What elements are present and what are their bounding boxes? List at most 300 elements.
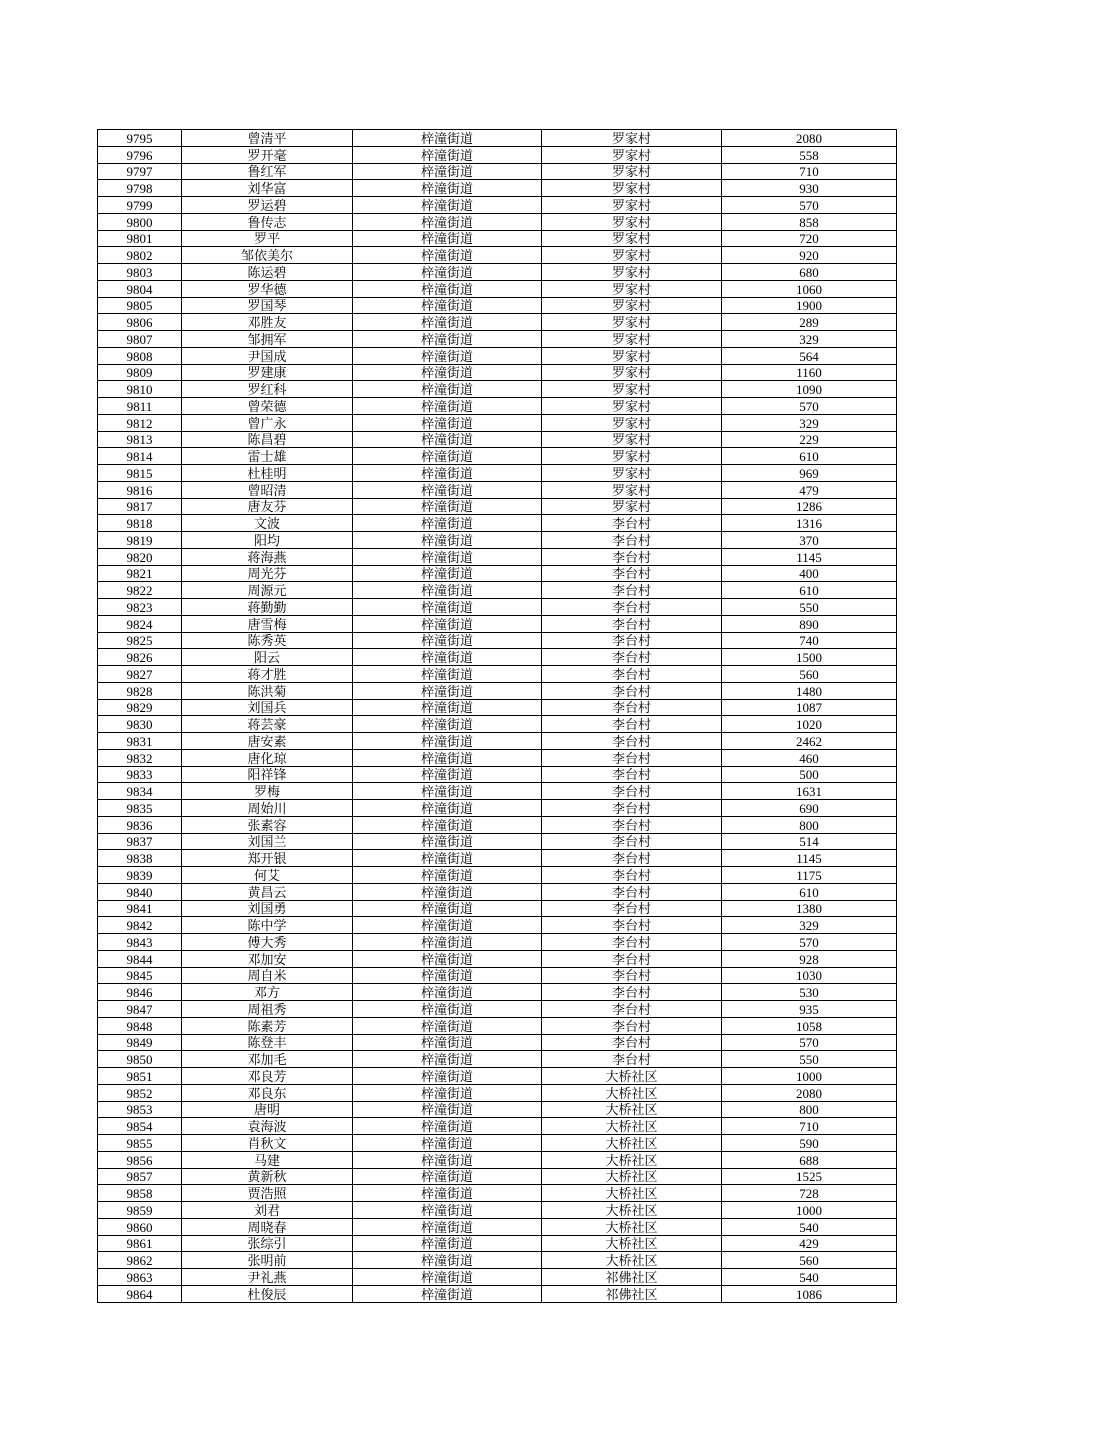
amount-cell: 610: [722, 448, 897, 465]
row-number-cell: 9853: [98, 1101, 182, 1118]
name-cell: 文波: [182, 515, 353, 532]
name-cell: 蒋勤勤: [182, 599, 353, 616]
name-cell: 鲁红军: [182, 163, 353, 180]
community-cell: 李台村: [542, 783, 722, 800]
row-number-cell: 9797: [98, 163, 182, 180]
name-cell: 陈登丰: [182, 1034, 353, 1051]
table-row: [98, 465, 897, 482]
row-number-cell: 9836: [98, 816, 182, 833]
amount-cell: 2080: [722, 1084, 897, 1101]
table-row: [98, 314, 897, 331]
street-cell: 梓潼街道: [353, 347, 542, 364]
name-cell: 唐安素: [182, 733, 353, 750]
name-cell: 杜桂明: [182, 465, 353, 482]
community-cell: 李台村: [542, 716, 722, 733]
name-cell: 罗华德: [182, 280, 353, 297]
community-cell: 罗家村: [542, 280, 722, 297]
community-cell: 李台村: [542, 967, 722, 984]
street-cell: 梓潼街道: [353, 632, 542, 649]
street-cell: 梓潼街道: [353, 1185, 542, 1202]
street-cell: 梓潼街道: [353, 331, 542, 348]
table-row: [98, 867, 897, 884]
street-cell: 梓潼街道: [353, 1151, 542, 1168]
amount-cell: 479: [722, 481, 897, 498]
table-row: [98, 1068, 897, 1085]
name-cell: 周光芬: [182, 565, 353, 582]
community-cell: 罗家村: [542, 197, 722, 214]
row-number-cell: 9845: [98, 967, 182, 984]
row-number-cell: 9822: [98, 582, 182, 599]
name-cell: 唐雪梅: [182, 615, 353, 632]
community-cell: 李台村: [542, 515, 722, 532]
row-number-cell: 9828: [98, 682, 182, 699]
amount-cell: 558: [722, 146, 897, 163]
amount-cell: 564: [722, 347, 897, 364]
amount-cell: 550: [722, 599, 897, 616]
street-cell: 梓潼街道: [353, 917, 542, 934]
name-cell: 唐友芬: [182, 498, 353, 515]
table-row: [98, 1185, 897, 1202]
street-cell: 梓潼街道: [353, 850, 542, 867]
community-cell: 罗家村: [542, 481, 722, 498]
row-number-cell: 9862: [98, 1252, 182, 1269]
table-row: [98, 1135, 897, 1152]
name-cell: 唐化琼: [182, 749, 353, 766]
community-cell: 祁佛社区: [542, 1285, 722, 1302]
street-cell: 梓潼街道: [353, 498, 542, 515]
community-cell: 李台村: [542, 548, 722, 565]
row-number-cell: 9803: [98, 264, 182, 281]
community-cell: 李台村: [542, 565, 722, 582]
table-row: [98, 1017, 897, 1034]
amount-cell: 1087: [722, 699, 897, 716]
row-number-cell: 9832: [98, 749, 182, 766]
row-number-cell: 9806: [98, 314, 182, 331]
table-row: [98, 699, 897, 716]
row-number-cell: 9838: [98, 850, 182, 867]
amount-cell: 400: [722, 565, 897, 582]
table-row: [98, 264, 897, 281]
amount-cell: 1145: [722, 850, 897, 867]
table-row: [98, 515, 897, 532]
community-cell: 大桥社区: [542, 1101, 722, 1118]
row-number-cell: 9800: [98, 213, 182, 230]
amount-cell: 1480: [722, 682, 897, 699]
street-cell: 梓潼街道: [353, 264, 542, 281]
table-row: [98, 398, 897, 415]
street-cell: 梓潼街道: [353, 448, 542, 465]
row-number-cell: 9831: [98, 733, 182, 750]
community-cell: 李台村: [542, 800, 722, 817]
amount-cell: 570: [722, 398, 897, 415]
row-number-cell: 9827: [98, 666, 182, 683]
table-row: [98, 548, 897, 565]
street-cell: 梓潼街道: [353, 548, 542, 565]
name-cell: 曾清平: [182, 130, 353, 147]
community-cell: 大桥社区: [542, 1235, 722, 1252]
community-cell: 李台村: [542, 632, 722, 649]
row-number-cell: 9823: [98, 599, 182, 616]
table-body: [98, 130, 897, 1303]
street-cell: 梓潼街道: [353, 1135, 542, 1152]
amount-cell: 1058: [722, 1017, 897, 1034]
row-number-cell: 9835: [98, 800, 182, 817]
row-number-cell: 9804: [98, 280, 182, 297]
street-cell: 梓潼街道: [353, 1285, 542, 1302]
row-number-cell: 9861: [98, 1235, 182, 1252]
community-cell: 大桥社区: [542, 1202, 722, 1219]
community-cell: 罗家村: [542, 163, 722, 180]
community-cell: 李台村: [542, 666, 722, 683]
street-cell: 梓潼街道: [353, 1101, 542, 1118]
table-row: [98, 1235, 897, 1252]
table-row: [98, 967, 897, 984]
street-cell: 梓潼街道: [353, 766, 542, 783]
name-cell: 张综引: [182, 1235, 353, 1252]
row-number-cell: 9847: [98, 1001, 182, 1018]
street-cell: 梓潼街道: [353, 833, 542, 850]
street-cell: 梓潼街道: [353, 398, 542, 415]
street-cell: 梓潼街道: [353, 1034, 542, 1051]
community-cell: 李台村: [542, 1051, 722, 1068]
row-number-cell: 9825: [98, 632, 182, 649]
amount-cell: 229: [722, 431, 897, 448]
row-number-cell: 9855: [98, 1135, 182, 1152]
row-number-cell: 9834: [98, 783, 182, 800]
row-number-cell: 9815: [98, 465, 182, 482]
amount-cell: 935: [722, 1001, 897, 1018]
amount-cell: 1900: [722, 297, 897, 314]
amount-cell: 1090: [722, 381, 897, 398]
amount-cell: 540: [722, 1269, 897, 1286]
table-row: [98, 498, 897, 515]
row-number-cell: 9849: [98, 1034, 182, 1051]
street-cell: 梓潼街道: [353, 699, 542, 716]
amount-cell: 1145: [722, 548, 897, 565]
amount-cell: 550: [722, 1051, 897, 1068]
community-cell: 大桥社区: [542, 1084, 722, 1101]
amount-cell: 289: [722, 314, 897, 331]
community-cell: 李台村: [542, 682, 722, 699]
amount-cell: 370: [722, 532, 897, 549]
street-cell: 梓潼街道: [353, 984, 542, 1001]
table-row: [98, 532, 897, 549]
community-cell: 罗家村: [542, 146, 722, 163]
street-cell: 梓潼街道: [353, 1235, 542, 1252]
street-cell: 梓潼街道: [353, 314, 542, 331]
community-cell: 大桥社区: [542, 1118, 722, 1135]
row-number-cell: 9839: [98, 867, 182, 884]
name-cell: 黄昌云: [182, 883, 353, 900]
name-cell: 陈中学: [182, 917, 353, 934]
row-number-cell: 9852: [98, 1084, 182, 1101]
name-cell: 尹国成: [182, 347, 353, 364]
street-cell: 梓潼街道: [353, 934, 542, 951]
street-cell: 梓潼街道: [353, 749, 542, 766]
community-cell: 李台村: [542, 766, 722, 783]
street-cell: 梓潼街道: [353, 247, 542, 264]
amount-cell: 728: [722, 1185, 897, 1202]
street-cell: 梓潼街道: [353, 1017, 542, 1034]
street-cell: 梓潼街道: [353, 532, 542, 549]
name-cell: 周晓春: [182, 1218, 353, 1235]
name-cell: 阳均: [182, 532, 353, 549]
table-row: [98, 1151, 897, 1168]
community-cell: 李台村: [542, 1017, 722, 1034]
name-cell: 罗平: [182, 230, 353, 247]
name-cell: 刘国兵: [182, 699, 353, 716]
community-cell: 祁佛社区: [542, 1269, 722, 1286]
amount-cell: 710: [722, 1118, 897, 1135]
amount-cell: 720: [722, 230, 897, 247]
amount-cell: 429: [722, 1235, 897, 1252]
street-cell: 梓潼街道: [353, 1202, 542, 1219]
name-cell: 何艾: [182, 867, 353, 884]
amount-cell: 1316: [722, 515, 897, 532]
amount-cell: 1525: [722, 1168, 897, 1185]
community-cell: 罗家村: [542, 331, 722, 348]
table-row: [98, 883, 897, 900]
row-number-cell: 9819: [98, 532, 182, 549]
table-row: [98, 649, 897, 666]
table-row: [98, 833, 897, 850]
name-cell: 蒋芸豪: [182, 716, 353, 733]
street-cell: 梓潼街道: [353, 213, 542, 230]
name-cell: 周始川: [182, 800, 353, 817]
table-row: [98, 130, 897, 147]
table-row: [98, 1051, 897, 1068]
amount-cell: 1631: [722, 783, 897, 800]
row-number-cell: 9810: [98, 381, 182, 398]
street-cell: 梓潼街道: [353, 230, 542, 247]
street-cell: 梓潼街道: [353, 950, 542, 967]
amount-cell: 530: [722, 984, 897, 1001]
name-cell: 阳祥锋: [182, 766, 353, 783]
row-number-cell: 9796: [98, 146, 182, 163]
amount-cell: 920: [722, 247, 897, 264]
community-cell: 李台村: [542, 867, 722, 884]
street-cell: 梓潼街道: [353, 1252, 542, 1269]
amount-cell: 1020: [722, 716, 897, 733]
row-number-cell: 9814: [98, 448, 182, 465]
amount-cell: 560: [722, 1252, 897, 1269]
community-cell: 罗家村: [542, 297, 722, 314]
street-cell: 梓潼街道: [353, 163, 542, 180]
name-cell: 曾荣德: [182, 398, 353, 415]
name-cell: 肖秋文: [182, 1135, 353, 1152]
street-cell: 梓潼街道: [353, 900, 542, 917]
community-cell: 大桥社区: [542, 1185, 722, 1202]
row-number-cell: 9864: [98, 1285, 182, 1302]
amount-cell: 560: [722, 666, 897, 683]
name-cell: 罗梅: [182, 783, 353, 800]
community-cell: 李台村: [542, 850, 722, 867]
name-cell: 曾广永: [182, 414, 353, 431]
row-number-cell: 9817: [98, 498, 182, 515]
street-cell: 梓潼街道: [353, 565, 542, 582]
community-cell: 李台村: [542, 883, 722, 900]
table-row: [98, 632, 897, 649]
street-cell: 梓潼街道: [353, 1269, 542, 1286]
table-row: [98, 146, 897, 163]
table-row: [98, 733, 897, 750]
street-cell: 梓潼街道: [353, 146, 542, 163]
name-cell: 鲁传志: [182, 213, 353, 230]
amount-cell: 329: [722, 917, 897, 934]
data-table: [97, 129, 897, 1303]
table-row: [98, 381, 897, 398]
community-cell: 罗家村: [542, 498, 722, 515]
community-cell: 李台村: [542, 1034, 722, 1051]
amount-cell: 610: [722, 582, 897, 599]
row-number-cell: 9850: [98, 1051, 182, 1068]
amount-cell: 710: [722, 163, 897, 180]
table-row: [98, 1218, 897, 1235]
name-cell: 罗国琴: [182, 297, 353, 314]
community-cell: 大桥社区: [542, 1151, 722, 1168]
name-cell: 邹拥军: [182, 331, 353, 348]
community-cell: 罗家村: [542, 213, 722, 230]
name-cell: 周祖秀: [182, 1001, 353, 1018]
table-row: [98, 783, 897, 800]
row-number-cell: 9808: [98, 347, 182, 364]
community-cell: 大桥社区: [542, 1068, 722, 1085]
amount-cell: 500: [722, 766, 897, 783]
name-cell: 罗开毫: [182, 146, 353, 163]
row-number-cell: 9860: [98, 1218, 182, 1235]
amount-cell: 570: [722, 1034, 897, 1051]
table-row: [98, 716, 897, 733]
row-number-cell: 9833: [98, 766, 182, 783]
street-cell: 梓潼街道: [353, 967, 542, 984]
street-cell: 梓潼街道: [353, 599, 542, 616]
row-number-cell: 9798: [98, 180, 182, 197]
name-cell: 邓方: [182, 984, 353, 1001]
amount-cell: 460: [722, 749, 897, 766]
name-cell: 雷士雄: [182, 448, 353, 465]
name-cell: 黄新秋: [182, 1168, 353, 1185]
name-cell: 蒋才胜: [182, 666, 353, 683]
row-number-cell: 9857: [98, 1168, 182, 1185]
table-row: [98, 816, 897, 833]
street-cell: 梓潼街道: [353, 280, 542, 297]
amount-cell: 1500: [722, 649, 897, 666]
community-cell: 李台村: [542, 649, 722, 666]
table-row: [98, 364, 897, 381]
row-number-cell: 9805: [98, 297, 182, 314]
row-number-cell: 9863: [98, 1269, 182, 1286]
street-cell: 梓潼街道: [353, 733, 542, 750]
amount-cell: 800: [722, 1101, 897, 1118]
row-number-cell: 9811: [98, 398, 182, 415]
table-row: [98, 934, 897, 951]
name-cell: 陈秀英: [182, 632, 353, 649]
table-row: [98, 163, 897, 180]
amount-cell: 590: [722, 1135, 897, 1152]
amount-cell: 690: [722, 800, 897, 817]
table-row: [98, 197, 897, 214]
row-number-cell: 9816: [98, 481, 182, 498]
amount-cell: 1086: [722, 1285, 897, 1302]
street-cell: 梓潼街道: [353, 682, 542, 699]
name-cell: 邓良芳: [182, 1068, 353, 1085]
table-row: [98, 1269, 897, 1286]
table-row: [98, 213, 897, 230]
community-cell: 大桥社区: [542, 1135, 722, 1152]
amount-cell: 2080: [722, 130, 897, 147]
table-row: [98, 565, 897, 582]
street-cell: 梓潼街道: [353, 1001, 542, 1018]
street-cell: 梓潼街道: [353, 1068, 542, 1085]
street-cell: 梓潼街道: [353, 431, 542, 448]
community-cell: 李台村: [542, 599, 722, 616]
street-cell: 梓潼街道: [353, 649, 542, 666]
table-row: [98, 1118, 897, 1135]
community-cell: 李台村: [542, 1001, 722, 1018]
row-number-cell: 9842: [98, 917, 182, 934]
community-cell: 罗家村: [542, 264, 722, 281]
amount-cell: 610: [722, 883, 897, 900]
amount-cell: 2462: [722, 733, 897, 750]
name-cell: 傅大秀: [182, 934, 353, 951]
table-row: [98, 800, 897, 817]
community-cell: 罗家村: [542, 381, 722, 398]
name-cell: 蒋海燕: [182, 548, 353, 565]
street-cell: 梓潼街道: [353, 666, 542, 683]
name-cell: 马建: [182, 1151, 353, 1168]
row-number-cell: 9856: [98, 1151, 182, 1168]
street-cell: 梓潼街道: [353, 1051, 542, 1068]
community-cell: 罗家村: [542, 130, 722, 147]
community-cell: 罗家村: [542, 364, 722, 381]
row-number-cell: 9848: [98, 1017, 182, 1034]
community-cell: 李台村: [542, 733, 722, 750]
name-cell: 陈洪菊: [182, 682, 353, 699]
street-cell: 梓潼街道: [353, 364, 542, 381]
row-number-cell: 9807: [98, 331, 182, 348]
community-cell: 大桥社区: [542, 1252, 722, 1269]
name-cell: 罗建康: [182, 364, 353, 381]
table-row: [98, 766, 897, 783]
row-number-cell: 9812: [98, 414, 182, 431]
name-cell: 罗红科: [182, 381, 353, 398]
community-cell: 罗家村: [542, 230, 722, 247]
table-row: [98, 850, 897, 867]
community-cell: 李台村: [542, 816, 722, 833]
name-cell: 邓加安: [182, 950, 353, 967]
name-cell: 尹礼燕: [182, 1269, 353, 1286]
street-cell: 梓潼街道: [353, 414, 542, 431]
amount-cell: 688: [722, 1151, 897, 1168]
street-cell: 梓潼街道: [353, 1218, 542, 1235]
table-row: [98, 331, 897, 348]
community-cell: 李台村: [542, 532, 722, 549]
name-cell: 罗运碧: [182, 197, 353, 214]
name-cell: 邓加毛: [182, 1051, 353, 1068]
amount-cell: 570: [722, 934, 897, 951]
amount-cell: 680: [722, 264, 897, 281]
table-row: [98, 615, 897, 632]
amount-cell: 1160: [722, 364, 897, 381]
table-row: [98, 1285, 897, 1302]
name-cell: 曾昭清: [182, 481, 353, 498]
amount-cell: 329: [722, 414, 897, 431]
table-row: [98, 431, 897, 448]
name-cell: 邓胜友: [182, 314, 353, 331]
community-cell: 罗家村: [542, 347, 722, 364]
community-cell: 罗家村: [542, 465, 722, 482]
table-row: [98, 481, 897, 498]
